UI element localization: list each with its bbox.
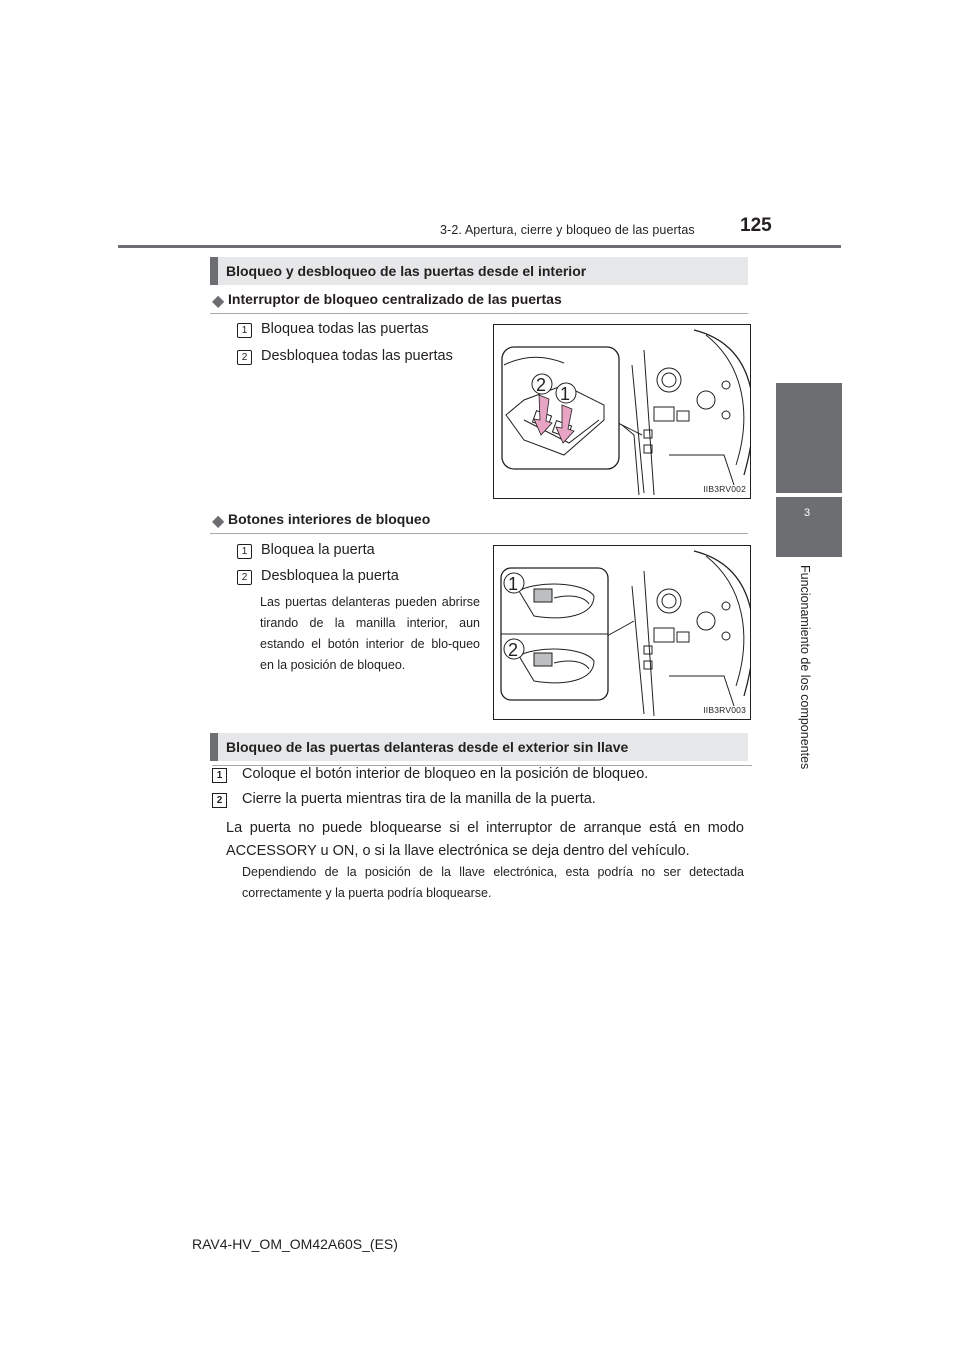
note-text: Las puertas delanteras pueden abrirse tirando de la manilla interior, aun estando el botón interior de blo-queo en la posición de bloqueo.: [260, 595, 480, 672]
step-text: Cierre la puerta mientras tira de la manilla de la puerta.: [242, 791, 596, 807]
subheading-text: Interruptor de bloqueo centralizado de las puertas: [228, 291, 562, 307]
item-number: 2: [237, 350, 252, 365]
callout-2: 2: [536, 375, 547, 395]
step-text: Coloque el botón interior de bloqueo en la posición de bloqueo.: [242, 766, 649, 782]
step-item: [212, 791, 752, 811]
step-number: 1: [212, 768, 227, 783]
callout-2: 2: [508, 640, 519, 660]
figure-code: IIB3RV002: [703, 484, 746, 494]
item-text: Desbloquea todas las puertas: [261, 348, 453, 364]
diamond-bullet-icon: ◆: [212, 513, 225, 530]
section-heading-text: Bloqueo de las puertas delanteras desde el exterior sin llave: [226, 739, 629, 755]
section-heading-marker: [210, 733, 218, 761]
subheading: [210, 507, 748, 534]
subheading-text: Botones interiores de bloqueo: [228, 511, 431, 527]
side-tab-chapter: [776, 497, 842, 557]
side-tab-block: [776, 383, 842, 493]
header-section-title: 3-2. Apertura, cierre y bloqueo de las puertas: [440, 223, 695, 237]
page-number: 125: [740, 215, 772, 236]
callout-1: 1: [560, 384, 571, 404]
list-item: [237, 348, 477, 368]
section-heading: [210, 257, 748, 285]
step-number: 2: [212, 793, 227, 808]
section-heading: [210, 733, 748, 761]
chapter-title: Funcionamiento de los componentes: [798, 565, 812, 770]
model-code: RAV4-HV_OM_OM42A60S_(ES): [192, 1236, 398, 1252]
inside-lock-buttons-illustration: [494, 546, 750, 719]
item-number: 1: [237, 544, 252, 559]
note-text: Dependiendo de la posición de la llave electrónica, esta podría no ser detectada correctamente y la puerta podría bloquearse.: [242, 865, 744, 900]
figure-door-lock-switch: [493, 324, 751, 499]
subheading: [210, 287, 748, 314]
section-heading-text: Bloqueo y desbloqueo de las puertas desde el interior: [226, 263, 587, 279]
item-number: 2: [237, 570, 252, 585]
figure-inside-lock-buttons: [493, 545, 751, 720]
item-text: Bloquea todas las puertas: [261, 321, 429, 337]
callout-1: 1: [508, 574, 519, 594]
item-text: Desbloquea la puerta: [261, 568, 399, 584]
step-item: [212, 765, 752, 786]
item-number: 1: [237, 323, 252, 338]
item-text: Bloquea la puerta: [261, 542, 375, 558]
section-heading-marker: [210, 257, 218, 285]
diamond-bullet-icon: ◆: [212, 293, 225, 310]
header-rule: [118, 245, 841, 248]
figure-code: IIB3RV003: [703, 705, 746, 715]
list-item: [237, 321, 477, 341]
door-lock-switch-illustration: [494, 325, 750, 498]
list-item: [237, 542, 477, 562]
list-item: [237, 568, 477, 588]
body-paragraph: La puerta no puede bloquearse si el interruptor de arranque está en modo ACCESSORY u ON, o si la llave electrónica se deja dentro del vehículo.: [226, 820, 744, 859]
chapter-number: 3: [804, 507, 811, 519]
